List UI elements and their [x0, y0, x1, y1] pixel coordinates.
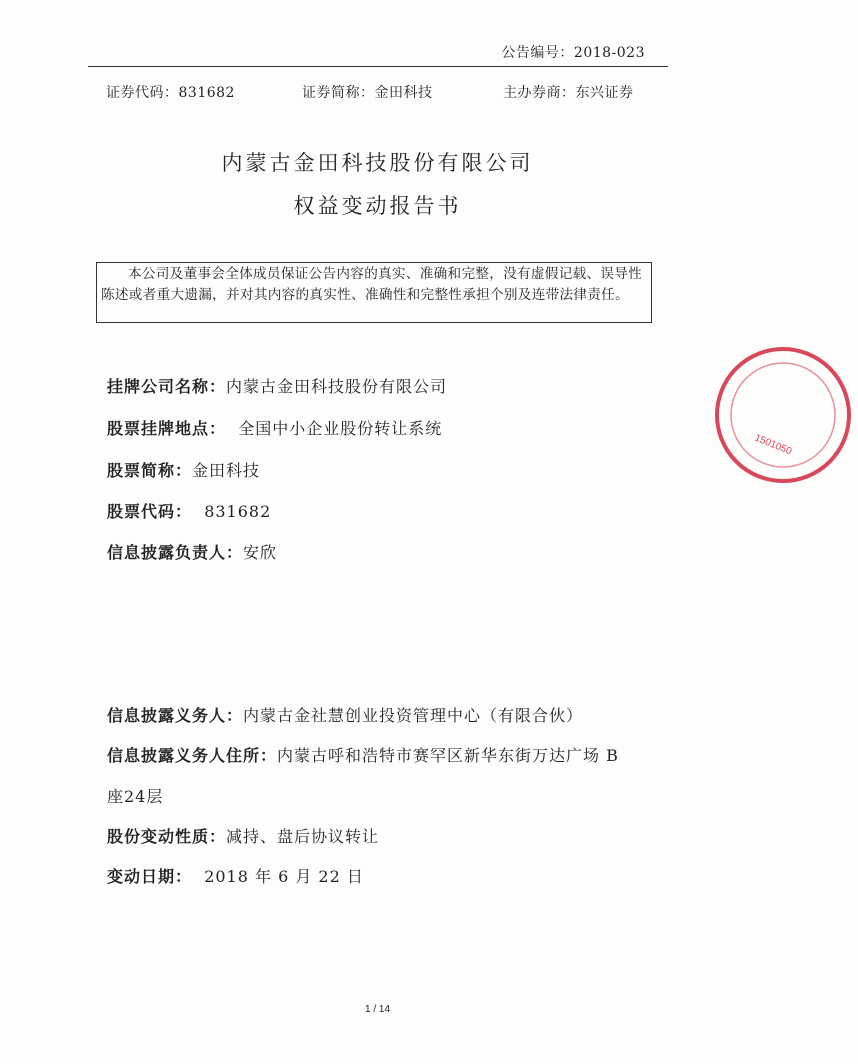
security-abbreviation: 证券简称：金田科技 [302, 85, 433, 101]
change-nature-label: 股份变动性质： [107, 827, 227, 846]
security-code: 证券代码：831682 [106, 85, 235, 101]
seal-number-fragment: 1501050 [752, 432, 794, 458]
obligor-address-value: 内蒙古呼和浩特市赛罕区新华东街万达广场 B [277, 746, 619, 765]
disclosure-officer-value: 安欣 [243, 543, 278, 562]
obligor-address-label: 信息披露义务人住所： [107, 746, 278, 765]
seal-outer-ring [717, 349, 849, 481]
obligor-address-row [107, 743, 619, 766]
document-title-company: 内蒙古金田科技股份有限公司 [221, 151, 534, 175]
obligor-name-row [107, 703, 583, 726]
listing-place-value: 全国中小企业股份转让系统 [238, 419, 443, 438]
listed-company-row [107, 374, 447, 397]
stock-abbr-row [107, 458, 260, 481]
listing-place-label: 股票挂牌地点： [107, 419, 227, 438]
document-title-report: 权益变动报告书 [293, 194, 462, 218]
stock-abbr-value: 金田科技 [192, 461, 261, 480]
change-date-row [107, 864, 364, 887]
stock-code-label: 股票代码： [107, 502, 193, 521]
sponsor-broker: 主办券商：东兴证券 [503, 85, 634, 101]
company-seal-stamp [708, 340, 858, 490]
notice-number: 公告编号：2018-023 [501, 45, 645, 61]
change-nature-row [107, 824, 379, 847]
change-nature-value: 减持、盘后协议转让 [226, 827, 380, 846]
obligor-name-label: 信息披露义务人： [107, 706, 244, 725]
stock-code-value: 831682 [204, 502, 272, 521]
disclosure-officer-row [107, 540, 277, 563]
page-number: 1 / 14 [364, 1004, 391, 1015]
declaration-box [96, 262, 652, 323]
listing-place-row [107, 416, 442, 439]
stock-abbr-label: 股票简称： [107, 461, 193, 480]
obligor-address-continued: 座24层 [107, 787, 164, 806]
change-date-label: 变动日期： [107, 867, 193, 886]
disclosure-officer-label: 信息披露负责人： [107, 543, 244, 562]
declaration-text: 本公司及董事会全体成员保证公告内容的真实、准确和完整，没有虚假记载、误导性陈述或者重大遗漏，并对其内容的真实性、准确性和完整性承担个别及连带法律责任。 [101, 266, 643, 303]
change-date-value: 2018 年 6 月 22 日 [204, 867, 364, 886]
listed-company-label: 挂牌公司名称： [107, 377, 227, 396]
stock-code-row [107, 499, 271, 522]
listed-company-value: 内蒙古金田科技股份有限公司 [226, 377, 448, 396]
obligor-name-value: 内蒙古金社慧创业投资管理中心（有限合伙） [243, 706, 584, 725]
header-rule [88, 66, 668, 67]
